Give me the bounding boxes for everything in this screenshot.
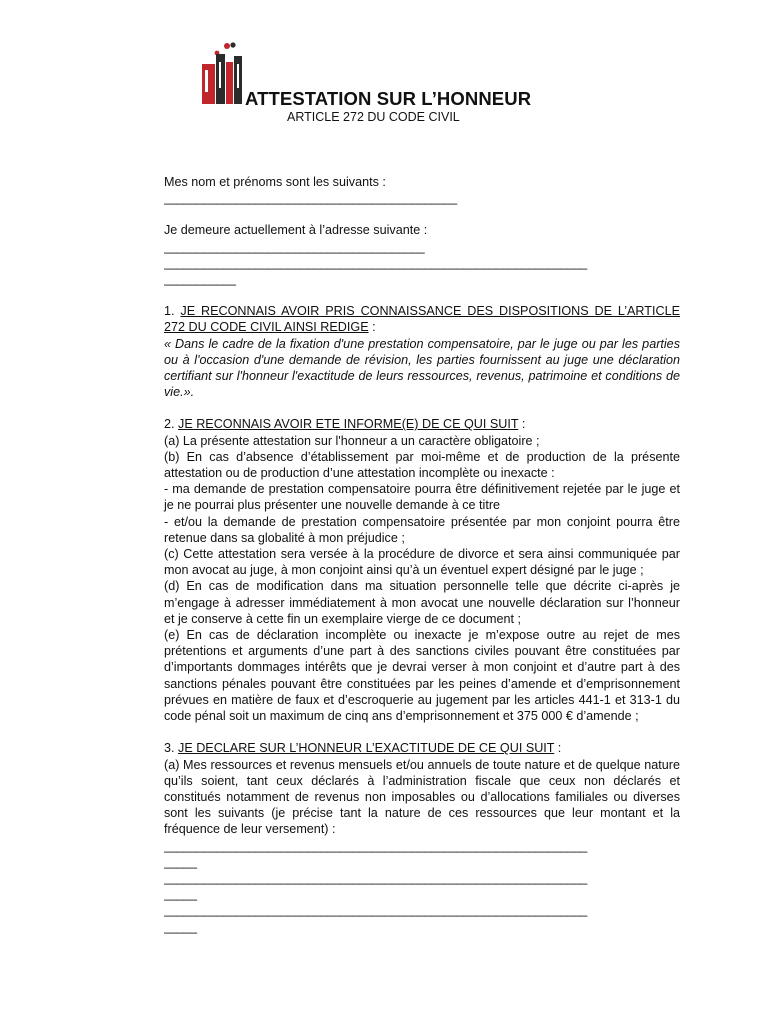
address-field-line-3[interactable]: ___________: [164, 272, 236, 287]
resources-field-line-2-end[interactable]: _____: [164, 887, 197, 902]
document-body: [164, 174, 680, 935]
page-subtitle: ARTICLE 272 DU CODE CIVIL: [287, 110, 460, 124]
page-title: ATTESTATION SUR L’HONNEUR: [245, 88, 532, 109]
resources-field-line-1-end[interactable]: _____: [164, 854, 197, 869]
section-3-heading: [164, 740, 680, 756]
paragraph-2d: (d) En cas de modification dans ma situation personnelle telle que décrite ci-après je m’engage à adresser immédiatement à mon avocat une nouvelle déclaration sur l’honneur et je conserve à cette fin un exemplaire vierge de ce document ;: [164, 579, 680, 626]
section-number: 3.: [164, 741, 179, 756]
section-heading-text: JE RECONNAIS AVOIR PRIS CONNAISSANCE DES DISPOSITIONS DE L’ARTICLE 272 DU CODE CIVIL AINSI REDIGE: [164, 304, 680, 335]
resources-field-line-3-end[interactable]: _____: [164, 919, 197, 934]
name-field[interactable]: _____________________________________________: [164, 191, 457, 206]
address-label: Je demeure actuellement à l’adresse suivante :: [164, 223, 428, 238]
paragraph-2a: (a) La présente attestation sur l'honneur a un caractère obligatoire ;: [164, 433, 540, 448]
section-2-heading: [164, 416, 680, 432]
section-number: 2.: [164, 417, 179, 432]
paragraph-2b: (b) En cas d’absence d’établissement par moi-même et de production de la présente attestation ou de production d’une attestation incomplète ou inexacte :: [164, 449, 680, 481]
section-number: 1.: [164, 304, 181, 319]
paragraph-3a: (a) Mes ressources et revenus mensuels et/ou annuels de toute nature et de quelque nature qu’ils soient, tant ceux déclarés à l’administration fiscale que ceux non déclarés et constitués notamment de revenus non imposables ou d’allocations familiales ou diverses sont les suivants (je précise tant la nature de ces ressources que leur montant et la fréquence de leur versement) :: [164, 757, 680, 837]
article-quote: « Dans le cadre de la fixation d'une prestation compensatoire, par le juge ou par les parties ou à l'occasion d'une demande de révision, les parties fournissent au juge une déclaration certifiant sur l'honneur l'exactitude de leurs ressources, revenus, patrimoine et conditions de vie.».: [164, 336, 680, 400]
heading-suffix: :: [554, 741, 562, 756]
paragraph-2b-item-1: - ma demande de prestation compensatoire pourra être définitivement rejetée par le juge et je ne pourrai plus présenter une nouvelle demande à ce titre: [164, 482, 680, 513]
resources-field-line-2[interactable]: _________________________________________________________________: [164, 870, 587, 885]
heading-suffix: :: [368, 320, 376, 335]
section-heading-text: JE DECLARE SUR L’HONNEUR L’EXACTITUDE DE CE QUI SUIT: [178, 741, 555, 756]
resources-field-line-1[interactable]: _________________________________________________________________: [164, 838, 587, 853]
paragraph-2c: (c) Cette attestation sera versée à la procédure de divorce et sera ainsi communiquée par mon avocat au juge, à mon conjoint ainsi qu’à un éventuel expert désigné par le juge ;: [164, 547, 680, 578]
paragraph-2b-item-2: - et/ou la demande de prestation compensatoire présentée par mon conjoint pourra être retenue dans sa globalité à mon préjudice ;: [164, 514, 680, 545]
justice-figures-icon: [202, 40, 244, 106]
section-1-heading: [164, 303, 680, 335]
section-heading-text: JE RECONNAIS AVOIR ETE INFORME(E) DE CE QUI SUIT: [178, 417, 519, 432]
address-field-line-2[interactable]: _________________________________________________________________: [164, 255, 587, 270]
paragraph-2e: (e) En cas de déclaration incomplète ou inexacte je m’expose outre au rejet de mes prétentions et arguments d’une part à des sanctions civiles pouvant être constituées par d’importants dommages intérêts que je devrai verser à mon conjoint et d’autre part à des sanctions pénales pouvant être constituées par les peines d’amende et d’emprisonnement prévues en matière de faux et d’escroquerie au jugement par les articles 441-1 et 313-1 du code pénal soit un maximum de cinq ans d’emprisonnement et 375 000 € d’amende ;: [164, 628, 680, 724]
heading-suffix: :: [518, 417, 526, 432]
resources-field-line-3[interactable]: _________________________________________________________________: [164, 903, 587, 918]
address-field-line-1[interactable]: ________________________________________: [164, 239, 425, 254]
name-label: Mes nom et prénoms sont les suivants :: [164, 175, 386, 189]
